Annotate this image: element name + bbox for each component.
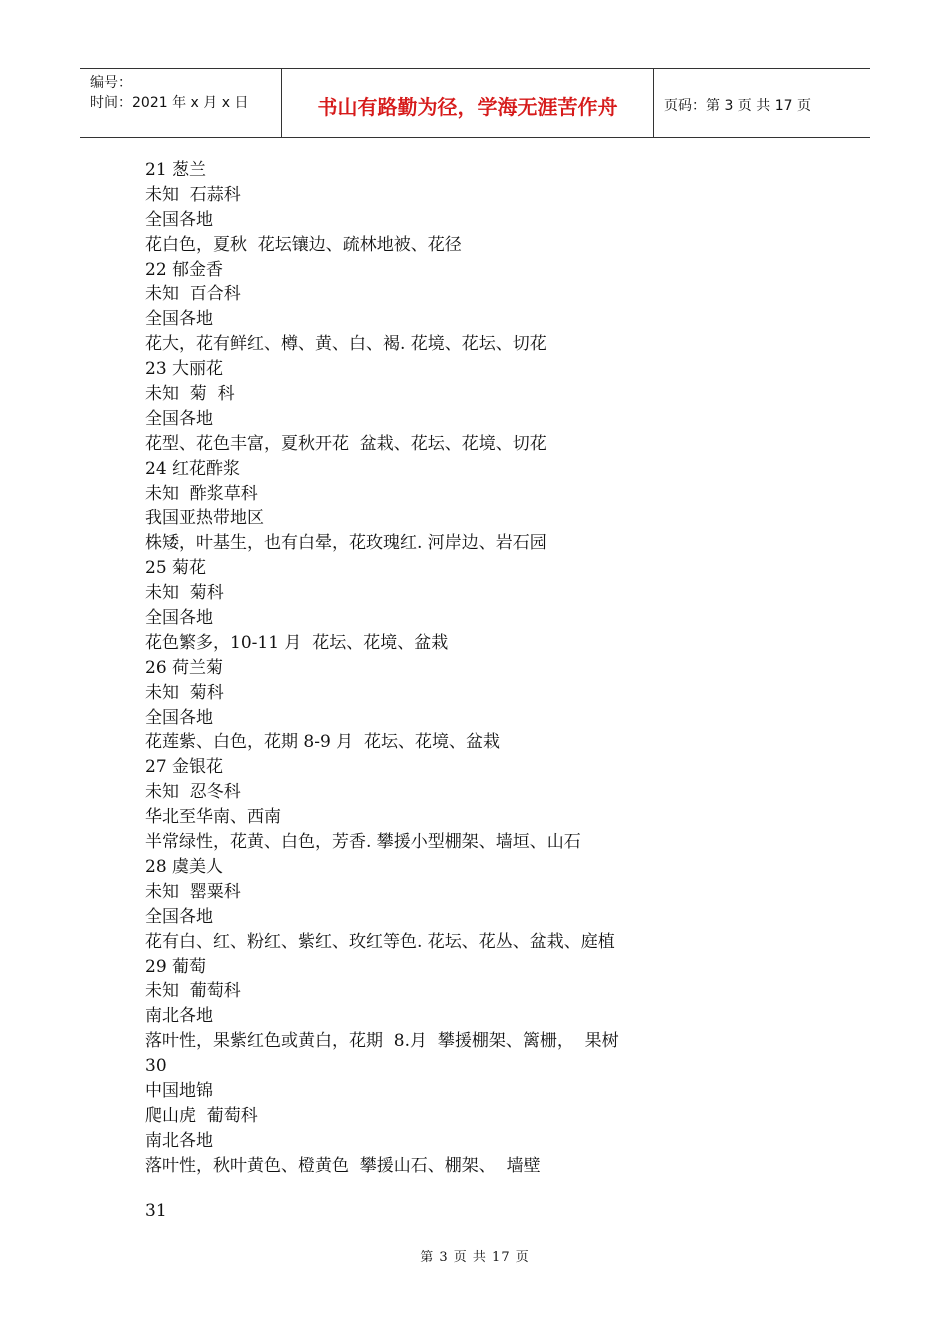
document-line: 未知 百合科: [145, 284, 241, 305]
document-body: [145, 158, 845, 1223]
document-line: 28 虞美人: [145, 856, 224, 877]
header-meta: [80, 69, 282, 137]
document-line: 24 红花酢浆: [145, 458, 241, 479]
document-line: 全国各地: [145, 209, 213, 230]
document-line: 落叶性，秋叶黄色、橙黄色 攀援山石、棚架、 墙壁: [145, 1155, 541, 1176]
document-line: 未知 酢浆草科: [145, 483, 258, 504]
document-line: 爬山虎 葡萄科: [145, 1105, 258, 1126]
document-line: 29 葡萄: [145, 956, 207, 977]
document-line: 花大，花有鲜红、樽、黄、白、褐. 花境、花坛、切花: [145, 334, 547, 355]
document-line: 株矮，叶基生，也有白晕，花玫瑰红. 河岸边、岩石园: [145, 533, 547, 554]
time-label: 时间：2021 年 x 月 x 日: [90, 95, 249, 111]
document-line: 未知 石蒜科: [145, 184, 241, 205]
document-line: 我国亚热带地区: [145, 508, 264, 529]
document-line: 22 郁金香: [145, 259, 224, 280]
document-line: 全国各地: [145, 408, 213, 429]
document-line: 落叶性，果紫红色或黄白，花期 8.月 攀援棚架、篱栅， 果树: [145, 1031, 619, 1052]
document-line: 未知 菊科: [145, 682, 224, 703]
page-header: [80, 68, 870, 138]
document-line: 全国各地: [145, 707, 213, 728]
plant-list: [145, 158, 845, 1179]
document-line: 未知 葡萄科: [145, 981, 241, 1002]
document-line: 花白色，夏秋 花坛镶边、疏林地被、花径: [145, 234, 462, 255]
document-line: 花色繁多，10-11 月 花坛、花境、盆栽: [145, 632, 449, 653]
document-line: 30: [145, 1056, 167, 1077]
document-line: 南北各地: [145, 1006, 213, 1027]
document-line: 全国各地: [145, 309, 213, 330]
document-line: 未知 菊 科: [145, 384, 235, 405]
serial-label: 编号：: [90, 75, 132, 91]
document-line: 27 金银花: [145, 757, 224, 778]
document-line: 华北至华南、西南: [145, 807, 281, 828]
header-page-info: 页码：第 3 页 共 17 页: [664, 98, 811, 114]
document-line: 未知 菊科: [145, 583, 224, 604]
document-line: 全国各地: [145, 608, 213, 629]
document-line: 中国地锦: [145, 1080, 213, 1101]
document-line: 21 葱兰: [145, 160, 207, 180]
document-line: 未知 忍冬科: [145, 782, 241, 803]
document-line: 31: [145, 1200, 167, 1221]
document-line: 全国各地: [145, 906, 213, 927]
page-footer: 第 3 页 共 17 页: [420, 1250, 530, 1265]
document-line: 25 菊花: [145, 558, 207, 579]
document-line: 半常绿性，花黄、白色，芳香. 攀援小型棚架、墙垣、山石: [145, 832, 581, 853]
document-line: 南北各地: [145, 1130, 213, 1151]
document-line: 花型、花色丰富，夏秋开花 盆栽、花坛、花境、切花: [145, 433, 547, 454]
document-line: 26 荷兰菊: [145, 657, 224, 678]
document-line: 花有白、红、粉红、紫红、玫红等色. 花坛、花丛、盆栽、庭植: [145, 931, 615, 952]
document-line: 未知 罂粟科: [145, 881, 241, 902]
document-line: 花莲紫、白色，花期 8-9 月 花坛、花境、盆栽: [145, 732, 500, 753]
header-motto: 书山有路勤为径，学海无涯苦作舟: [282, 69, 654, 137]
paragraph-gap: [145, 1179, 845, 1199]
document-line: 23 大丽花: [145, 359, 224, 380]
